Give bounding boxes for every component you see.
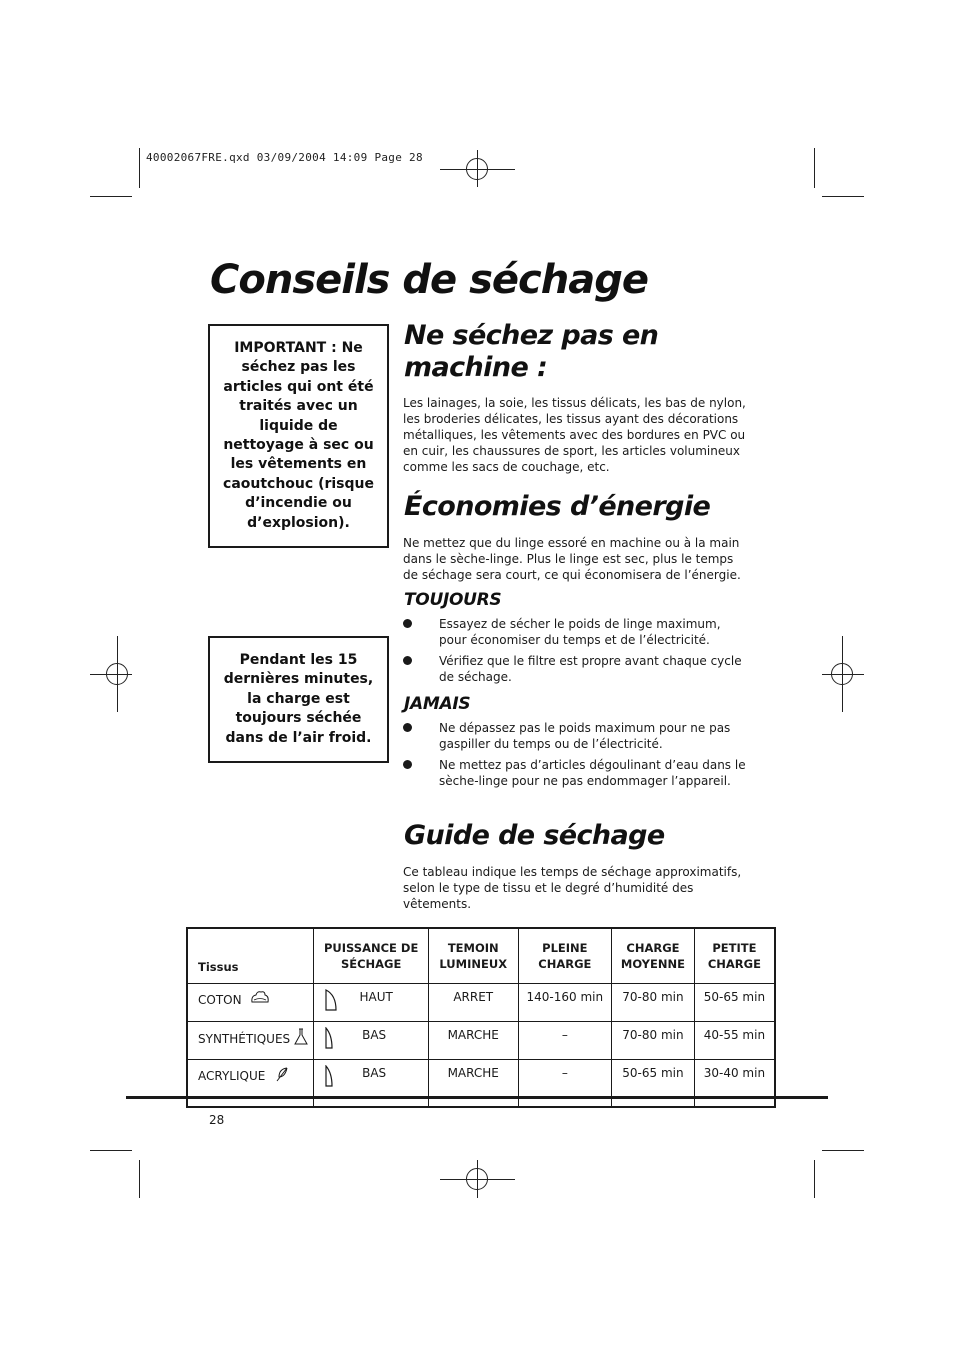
feather-icon <box>275 1066 289 1085</box>
bullet-dot-icon <box>403 723 412 732</box>
crop-mark <box>90 1150 132 1151</box>
medium-load-time: 70-80 min <box>612 1022 695 1060</box>
small-load-time: 50-65 min <box>694 984 775 1022</box>
cool-down-info-text: Pendant les 15 dernières minutes, la charge est toujours séchée dans de l’air froid. <box>223 651 374 746</box>
column-header: PLEINE CHARGE <box>518 928 611 984</box>
section-heading-no-machine: Ne séchez pas en machine : <box>404 320 659 383</box>
small-load-time: 40-55 min <box>694 1022 775 1060</box>
cool-down-info-box <box>208 636 389 763</box>
crop-mark <box>814 148 815 188</box>
table-header-row <box>187 928 775 984</box>
power-level: HAUT <box>359 990 393 1004</box>
crop-mark <box>822 196 864 197</box>
indicator-light-value: MARCHE <box>428 1022 518 1060</box>
crop-mark <box>139 148 140 188</box>
column-header: PETITE CHARGE <box>694 928 775 984</box>
low-heat-icon <box>324 1027 334 1052</box>
important-warning-text: IMPORTANT : Ne séchez pas les articles qui ont été traités avec un liquide de nettoyage à sec ou les vêtements en caoutchouc (risque d’incendie ou d’explosion). <box>223 339 374 531</box>
crop-mark <box>90 196 132 197</box>
always-list <box>403 616 748 690</box>
power-level: BAS <box>362 1028 387 1042</box>
table-row <box>187 1060 775 1108</box>
never-heading: JAMAIS <box>404 694 471 714</box>
table-row <box>187 1022 775 1060</box>
guide-text: Ce tableau indique les temps de séchage approximatifs, selon le type de tissu et le degré d’humidité des vêtements. <box>403 865 742 911</box>
energy-text: Ne mettez que du linge essoré en machine ou à la main dans le sèche-linge. Plus le linge est sec, plus le temps de séchage sera court, ce qui économisera de l’énergie. <box>403 536 741 582</box>
medium-load-time: 70-80 min <box>612 984 695 1022</box>
never-list <box>403 720 748 794</box>
table-row <box>187 984 775 1022</box>
crop-mark <box>814 1160 815 1198</box>
column-header: PUISSANCE DE SÉCHAGE <box>314 928 428 984</box>
crop-mark <box>822 1150 864 1151</box>
power-level: BAS <box>362 1066 387 1080</box>
list-item: Essayez de sécher le poids de linge maximum, pour économiser du temps et de l’électricité. <box>403 616 748 648</box>
footer-rule <box>126 1096 828 1099</box>
list-item: Ne dépassez pas le poids maximum pour ne pas gaspiller du temps ou de l’électricité. <box>403 720 748 752</box>
bullet-dot-icon <box>403 619 412 628</box>
high-heat-icon <box>324 989 338 1014</box>
page-number: 28 <box>209 1113 225 1127</box>
fabric-name: COTON <box>198 992 242 1007</box>
drying-guide-table <box>186 927 776 1108</box>
fabric-name: SYNTHÉTIQUES <box>198 1031 291 1046</box>
important-warning-box <box>208 324 389 548</box>
always-heading: TOUJOURS <box>404 590 502 610</box>
indicator-light-value: MARCHE <box>428 1060 518 1108</box>
bullet-dot-icon <box>403 656 412 665</box>
bullet-dot-icon <box>403 760 412 769</box>
section-heading-guide: Guide de séchage <box>404 820 665 851</box>
no-machine-text: Les lainages, la soie, les tissus délicats, les bas de nylon, les broderies délicates, les tissus ayant des décorations métalliques, les vêtements avec des bordures en PVC ou en cuir, les chaussures de sport, les articles volumineux comme les sacs de couchage, etc. <box>403 396 746 474</box>
full-load-time: – <box>518 1022 611 1060</box>
page-title: Conseils de séchage <box>210 257 648 303</box>
crop-mark <box>139 1160 140 1198</box>
small-load-time: 30-40 min <box>694 1060 775 1108</box>
column-header: TEMOIN LUMINEUX <box>428 928 518 984</box>
fabric-name: ACRYLIQUE <box>198 1068 266 1083</box>
section-heading-energy: Économies d’énergie <box>404 491 711 522</box>
print-slug: 40002067FRE.qxd 03/09/2004 14:09 Page 28 <box>146 151 423 164</box>
indicator-light-value: ARRET <box>428 984 518 1022</box>
column-header: Tissus <box>187 928 314 984</box>
full-load-time: 140-160 min <box>518 984 611 1022</box>
column-header: CHARGE MOYENNE <box>612 928 695 984</box>
list-item: Vérifiez que le filtre est propre avant chaque cycle de séchage. <box>403 653 748 685</box>
medium-load-time: 50-65 min <box>612 1060 695 1108</box>
cotton-flower-icon <box>250 990 270 1009</box>
flask-icon <box>294 1028 308 1049</box>
full-load-time: – <box>518 1060 611 1108</box>
list-item: Ne mettez pas d’articles dégoulinant d’eau dans le sèche-linge pour ne pas endommager l’appareil. <box>403 757 748 789</box>
low-heat-icon <box>324 1065 334 1090</box>
